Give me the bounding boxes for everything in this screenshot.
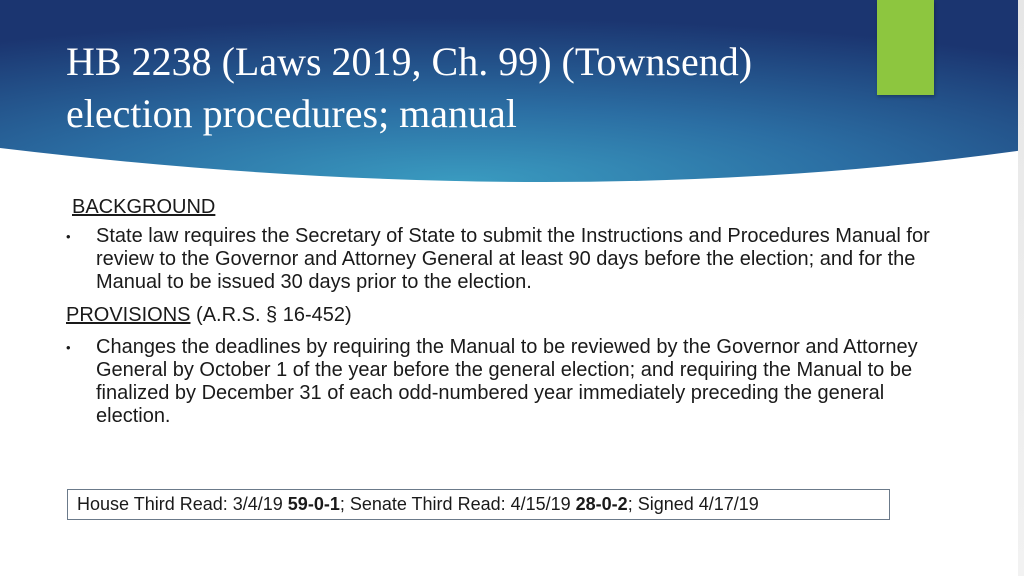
bullet-glyph: • [66,340,71,355]
background-bullet-text: State law requires the Secretary of State to submit the Instructions and Procedures Manual for review to the Governor and Attorney General at least 90 days before the election; and for the Manual to be issued 30 days prior to the election. [96,225,930,293]
slide-body [66,196,946,428]
house-read-label: House Third Read: 3/4/19 [77,494,288,514]
right-edge-strip [1018,0,1024,576]
provisions-citation: (A.R.S. § 16-452) [190,304,352,326]
title-line-1: HB 2238 (Laws 2019, Ch. 99) (Townsend) [66,39,753,84]
vote-record-box [67,489,890,520]
senate-vote-count: 28-0-2 [575,494,628,514]
slide-header [0,0,1024,200]
signed-label: ; Signed 4/17/19 [627,494,759,514]
provisions-bullet [66,336,946,428]
provisions-bullet-text: Changes the deadlines by requiring the Manual to be reviewed by the Governor and Attorney General by October 1 of the year before the general election; and requiring the Manual to be finalized by December 31 of each odd-numbered year immediately preceding the general election. [96,336,918,427]
provisions-heading [66,304,946,327]
background-heading-label: BACKGROUND [72,196,216,218]
bullet-glyph: • [66,229,71,244]
provisions-heading-label: PROVISIONS [66,304,191,326]
slide-title [66,36,866,140]
background-heading [66,196,946,219]
title-line-2: election procedures; manual [66,91,517,136]
green-accent-tab [877,0,934,95]
background-bullet [66,225,946,294]
house-vote-count: 59-0-1 [287,494,340,514]
senate-read-label: ; Senate Third Read: 4/15/19 [339,494,576,514]
